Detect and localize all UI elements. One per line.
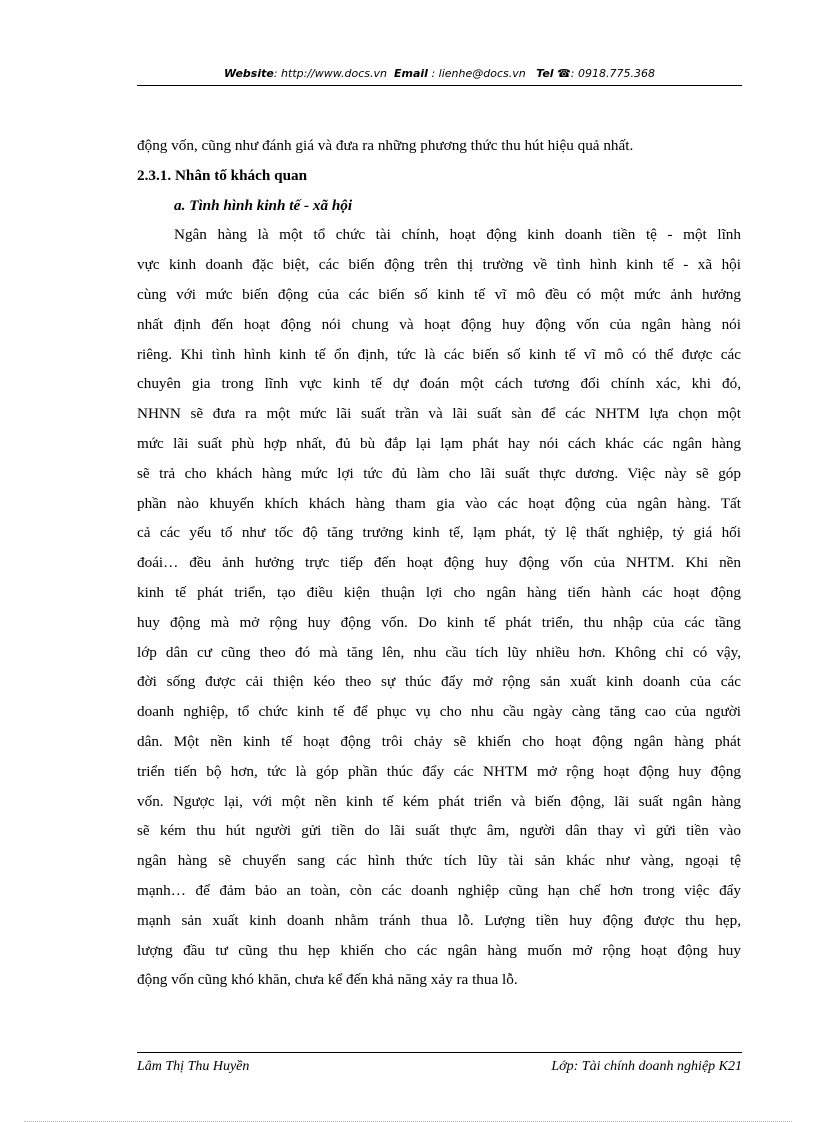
paragraph-line: vực kinh doanh đặc biệt, các biến động trên thị trường về tình hình kinh tế - xã hội xyxy=(137,256,741,274)
paragraph-line: Ngân hàng là một tổ chức tài chính, hoạt động kinh doanh tiền tệ - một lĩnh xyxy=(174,226,741,244)
paragraph-line: NHNN sẽ đưa ra một mức lãi suất trần và lãi suất sàn để các NHTM lựa chọn một xyxy=(137,405,741,423)
section-heading: 2.3.1. Nhân tố khách quan xyxy=(137,166,308,184)
paragraph-line: phần nào khuyến khích khách hàng tham gia vào các hoạt động của ngân hàng. Tất xyxy=(137,494,741,512)
paragraph-line: cùng với mức biến động của các biến số kinh tế vĩ mô đều có một mức ảnh hưởng xyxy=(137,285,741,303)
email-label: Email xyxy=(394,67,428,80)
body-paragraph xyxy=(137,220,741,995)
paragraph-line: dân. Một nền kinh tế hoạt động trôi chảy sẽ khiến cho hoạt động ngân hàng phát xyxy=(137,732,741,750)
paragraph-line: triển tiến bộ hơn, tức là góp phần thúc đẩy các NHTM mở rộng hoạt động huy động xyxy=(137,762,741,780)
paragraph-line: kinh tế phát triển, tạo điều kiện thuận lợi cho ngân hàng tiến hành các hoạt động xyxy=(137,583,741,601)
footer-divider xyxy=(137,1052,742,1053)
paragraph-line: chuyên gia trong lĩnh vực kinh tế dự đoán một cách tương đối chính xác, khi đó, xyxy=(137,375,741,393)
document-body xyxy=(137,131,741,995)
paragraph-line: nhất định đến hoạt động nói chung và hoạt động huy động vốn của ngân hàng nói xyxy=(137,315,741,333)
intro-line: động vốn, cũng như đánh giá và đưa ra những phương thức thu hút hiệu quả nhất. xyxy=(137,137,634,154)
paragraph-line: mạnh sản xuất kinh doanh nhằm tránh thua lỗ. Lượng tiền huy động được thu hẹp, xyxy=(137,911,741,929)
paragraph-line: lớp dân cư cũng theo đó mà tăng lên, nhu cầu tích lũy nhiều hơn. Không chỉ có vậy, xyxy=(137,643,741,661)
telephone-icon: ☎ xyxy=(557,67,571,80)
paragraph-line: ngân hàng sẽ chuyển sang các hình thức tích lũy tài sản khác như vàng, ngoại tệ xyxy=(137,852,741,870)
paragraph-line: lượng đầu tư cũng thu hẹp khiến cho các ngân hàng muốn mở rộng hoạt động huy xyxy=(137,941,741,959)
page-header xyxy=(137,66,742,82)
page-bottom-border xyxy=(24,1121,792,1122)
paragraph-line: đời sống được cải thiện kéo theo sự thúc đẩy mở rộng sản xuất kinh doanh của các xyxy=(137,673,741,691)
website-label: Website xyxy=(224,67,274,80)
website-value: : http://www.docs.vn xyxy=(273,67,388,80)
email-value: : lienhe@docs.vn xyxy=(427,67,526,80)
header-divider xyxy=(137,85,742,86)
paragraph-line: riêng. Khi tình hình kinh tế ổn định, tức là các biến số kinh tế vĩ mô có thể được các xyxy=(137,345,741,363)
paragraph-line: động vốn cũng khó khăn, chưa kể đến khả năng xảy ra thua lỗ. xyxy=(137,971,518,989)
paragraph-line: cả các yếu tố như tốc độ tăng trưởng kinh tế, lạm phát, tỷ lệ thất nghiệp, tỷ giá hối xyxy=(137,524,741,542)
paragraph-line: doanh nghiệp, tổ chức kinh tế để phục vụ cho nhu cầu ngày càng tăng cao của người xyxy=(137,703,741,721)
tel-label: Tel xyxy=(536,67,554,80)
class-info: Lớp: Tài chính doanh nghiệp K21 xyxy=(551,1059,742,1074)
paragraph-line: đoái… đều ảnh hưởng trực tiếp đến hoạt động huy động vốn của NHTM. Khi nền xyxy=(137,554,741,572)
author-name: Lâm Thị Thu Huyền xyxy=(137,1059,250,1074)
paragraph-line: sẽ trả cho khách hàng mức lợi tức đủ làm cho lãi suất thực dương. Việc này sẽ góp xyxy=(137,464,741,482)
paragraph-line: mức lãi suất phù hợp nhất, đủ bù đắp lại lạm phát hay nói cách khác các ngân hàng xyxy=(137,434,741,452)
tel-value: : 0918.775.368 xyxy=(570,67,655,80)
paragraph-line: sẽ kém thu hút người gửi tiền do lãi suất thực âm, người dân thay vì gửi tiền vào xyxy=(137,822,741,840)
paragraph-line: vốn. Ngược lại, với một nền kinh tế kém phát triển và biến động, lãi suất ngân hàng xyxy=(137,792,741,810)
subsection-heading: a. Tình hình kinh tế - xã hội xyxy=(174,196,353,214)
paragraph-line: mạnh… để đảm bảo an toàn, còn các doanh nghiệp cũng hạn chế hơn trong việc đẩy xyxy=(137,881,741,899)
paragraph-line: huy động mà mở rộng huy động vốn. Do kinh tế phát triển, thu nhập của các tầng xyxy=(137,613,741,631)
